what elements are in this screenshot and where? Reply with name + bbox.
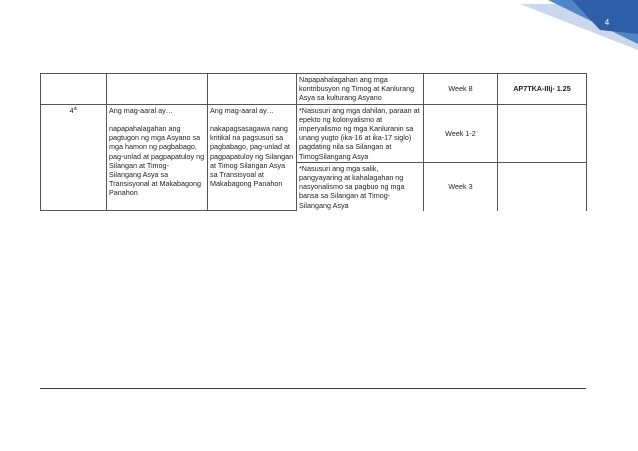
week-cell	[424, 104, 498, 162]
footer-divider	[40, 388, 586, 389]
week-text: Week 1-2	[445, 128, 476, 138]
competency-cell	[297, 104, 424, 162]
competency-text: Napapahalagahan ang mga kontribusyon ng Timog at Kanlurang Asya sa kulturang Asyano	[299, 75, 415, 103]
code-cell	[498, 104, 587, 162]
corner-ribbon-decoration	[0, 0, 638, 60]
content-standard-cell	[107, 74, 208, 105]
quarter-cell	[41, 74, 107, 105]
week-text: Week 3	[448, 182, 473, 192]
performance-standard-cell	[208, 104, 297, 211]
quarter-suffix: th	[73, 105, 78, 111]
curriculum-table	[40, 73, 587, 211]
week-cell	[424, 74, 498, 105]
performance-standard-cell	[208, 74, 297, 105]
quarter-cell	[41, 104, 107, 211]
competency-text: *Nasusuri ang mga salik, pangyayaring at kahalagahan ng nasyonalismo sa pagbuo ng mga bansa sa Silangan at Timog-Silangang Asya	[299, 163, 405, 210]
performance-standard-text: Ang mag-aaral ay… nakapagsasagawa nang kritikal na pagsusuri sa pagbabago, pag-unlad at pagpapatuloy ng Silangan at Timog Silangan Asya sa Transisyoal at Makabagong Panahon	[210, 105, 294, 189]
week-text: Week 8	[448, 84, 473, 94]
code-cell	[498, 162, 587, 211]
content-standard-text: Ang mag-aaral ay… napapahalagahan ang pagtugon ng mga Asyano sa mga hamon ng pagbabago, pag-unlad at pagpapatuloy ng Silangan at Timog- Silangang Asya sa Transisyonal at Makabagong Panahon	[109, 105, 205, 198]
content-standard-cell	[107, 104, 208, 211]
competency-cell	[297, 162, 424, 211]
competency-cell	[297, 74, 424, 105]
code-cell	[498, 74, 587, 105]
table-row	[41, 74, 587, 105]
table-row	[41, 104, 587, 162]
page-number: 4	[604, 18, 610, 27]
competency-text: *Nasusuri ang mga dahilan, paraan at epekto ng kolonyalismo at imperyalismo ng mga Kanluranin sa unang yugto (ika-16 at ika-17 siglo) pagdating nila sa Silangan at TimogSilangang Asya	[299, 105, 420, 161]
week-cell	[424, 162, 498, 211]
code-text: AP7TKA-IIIj- 1.25	[513, 84, 571, 94]
quarter-number: 4	[69, 105, 74, 115]
